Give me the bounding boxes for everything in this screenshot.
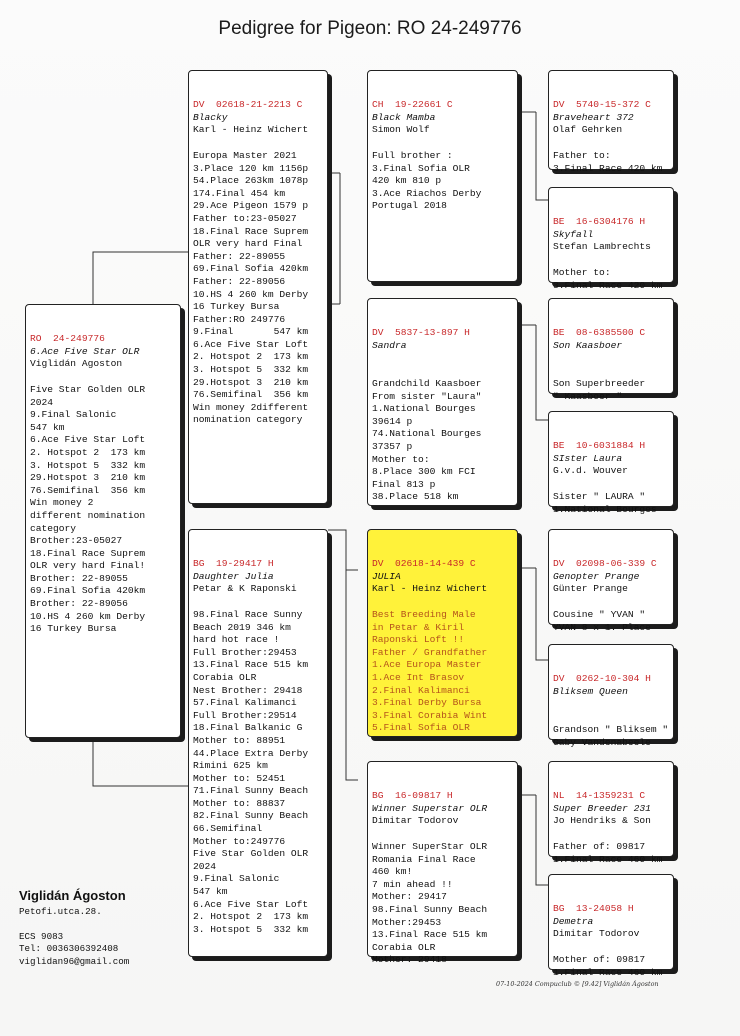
- pigeon-notes: Grandchild Kaasboer From sister "Laura" 1.National Bourges 39614 p 74.National Bourges 37357 p Mother to: 8.Place 300 km FCI Final 813 p 38.Place 518 km: [372, 377, 482, 503]
- ring-number: DV 02098-06-339 C: [553, 558, 657, 570]
- pigeon-name: Daughter Julia: [193, 570, 274, 582]
- owner-name: Viglidán Ágoston: [19, 888, 126, 903]
- pigeon-name: Black Mamba: [372, 111, 436, 123]
- pigeon-notes: Father to: 3.Final Race 420 km: [553, 149, 663, 174]
- pigeon-card-sire[interactable]: [188, 70, 328, 504]
- pigeon-card-subject[interactable]: [25, 304, 181, 738]
- pigeon-card-dd[interactable]: [367, 761, 518, 966]
- ring-number: BE 10-6031884 H: [553, 440, 646, 452]
- pigeon-owner: Stefan Lambrechts: [553, 241, 651, 253]
- pigeon-notes: 98.Final Race Sunny Beach 2019 346 km hard hot race ! Full Brother:29453 13.Final Race 515 km Corabia OLR Nest Brother: 29418 57.Final Kalimanci Full Brother:29514 18.Final Balkanic G Mother to: 88951 44.Place Extra Derby Rimini 625 km Mother to: 52451 71.Final Sunny Beach Mother to: 88837 82.Final Sunny Beach 66.Semifinal Mother to:249776 Five Star Golden OLR 2024 9.Final Salonic 547 km 6.Ace Five Star Loft 2. Hotspot 2 173 km 3. Hotspot 5 332 km: [193, 608, 309, 935]
- ring-number: DV 5740-15-372 C: [553, 99, 651, 111]
- connector-sire: [328, 170, 340, 304]
- pigeon-card-ssd[interactable]: [548, 187, 674, 291]
- connector-ss: [518, 112, 548, 200]
- owner-ecs: ECS 9083: [19, 930, 64, 942]
- pigeon-name: Bliksem Queen: [553, 685, 628, 697]
- pigeon-notes: Father of: 09817 1.Final Race 460 km: [553, 840, 663, 865]
- pigeon-owner: [553, 698, 669, 711]
- pigeon-card-sdd[interactable]: [548, 411, 674, 515]
- ring-number: RO 24-249776: [30, 333, 105, 345]
- ring-number: BE 08-6385500 C: [553, 327, 646, 339]
- footer-credit: 07-10-2024 Compuclub © [9.42] Viglidán Ágoston: [496, 980, 659, 988]
- ring-number: DV 5837-13-897 H: [372, 327, 470, 339]
- page-title: Pedigree for Pigeon: RO 24-249776: [218, 18, 522, 39]
- pigeon-notes: Son Superbreeder " Kaasboer ": [553, 377, 646, 402]
- pigeon-notes: Mother of: 09817 1.Final Race 460 km: [553, 953, 663, 978]
- pigeon-owner: Karl - Heinz Wichert: [193, 124, 309, 136]
- owner-email[interactable]: viglidan96@gmail.com: [19, 955, 130, 967]
- pigeon-owner: Simon Wolf: [372, 124, 430, 136]
- pigeon-notes: Cousine " YVAN " YVAN 8 x 1. Place: [553, 608, 651, 633]
- ring-number: BG 19-29417 H: [193, 558, 274, 570]
- pigeon-notes: Grandson " Bliksem " Gaby Vandenabeele: [553, 723, 669, 748]
- pigeon-card-sd[interactable]: [367, 298, 518, 506]
- pigeon-card-dss[interactable]: [548, 529, 674, 633]
- pigeon-card-ss[interactable]: [367, 70, 518, 282]
- pigeon-name: Sandra: [372, 339, 407, 351]
- pigeon-name: 6.Ace Five Star OLR: [30, 345, 140, 357]
- pigeon-name: Super Breeder 231: [553, 802, 651, 814]
- pigeon-name: Demetra: [553, 915, 594, 927]
- pigeon-card-ddd[interactable]: [548, 874, 674, 978]
- pigeon-notes: Europa Master 2021 3.Place 120 km 1156p 54.Place 263km 1078p 174.Final 454 km 29.Ace Pigeon 1579 p Father to:23-05027 18.Final Race Suprem OLR very hard Final Father: 22-89055 69.Final Sofia 420km Father: 22-89056 10.HS 4 260 km Derby 16 Turkey Bursa Father:RO 249776 9.Final 547 km 6.Ace Five Star Loft 2. Hotspot 2 173 km 3. Hotspot 5 332 km 29.Hotspot 3 210 km 76.Semifinal 356 km Win money 2different nomination category: [193, 149, 309, 426]
- connector-ds: [518, 568, 548, 660]
- pigeon-name: Winner Superstar OLR: [372, 802, 488, 814]
- owner-phone: Tel: 0036306392408: [19, 943, 119, 955]
- pigeon-name: Son Kaasboer: [553, 339, 623, 351]
- ring-number: DV 0262-10-304 H: [553, 673, 651, 685]
- pigeon-owner: G.v.d. Wouver: [553, 465, 628, 477]
- ring-number: NL 14-1359231 C: [553, 790, 646, 802]
- ring-number: BE 16-6304176 H: [553, 216, 646, 228]
- pigeon-card-dsd[interactable]: [548, 644, 674, 748]
- pigeon-card-dam[interactable]: [188, 529, 328, 957]
- pigeon-owner: [372, 352, 513, 365]
- pigeon-notes: Best Breeding Male in Petar & Kiril Raponski Loft !! Father / Grandfather 1.Ace Europa Master 1.Ace Int Brasov 2.Final Kalimanci 3.Final Derby Bursa 3.Final Corabia Wint 5.Final Sofia OLR: [372, 608, 488, 734]
- connector-dam: [328, 530, 358, 780]
- pigeon-owner: Petar & K Raponski: [193, 583, 297, 595]
- pigeon-notes: Winner SuperStar OLR Romania Final Race 460 km! 7 min ahead !! Mother: 29417 98.Final Sunny Beach Mother:29453 13.Final Race 515 km Corabia OLR Mother: 29418: [372, 840, 488, 966]
- pigeon-card-dds[interactable]: [548, 761, 674, 865]
- pigeon-owner: Günter Prange: [553, 583, 628, 595]
- pigeon-card-ds[interactable]: [367, 529, 518, 737]
- pigeon-name: JULIA: [372, 570, 401, 582]
- pigeon-name: Genopter Prange: [553, 570, 640, 582]
- pigeon-name: SIster Laura: [553, 452, 623, 464]
- pigeon-owner: Dimitar Todorov: [372, 815, 459, 827]
- pigeon-owner: Jo Hendriks & Son: [553, 815, 651, 827]
- owner-contact-block: [19, 890, 129, 968]
- pigeon-name: Blacky: [193, 111, 228, 123]
- pigeon-notes: Full brother : 3.Final Sofia OLR 420 km 810 p 3.Ace Riachos Derby Portugal 2018: [372, 149, 482, 212]
- ring-number: BG 13-24058 H: [553, 903, 634, 915]
- pigeon-owner: Dimitar Todorov: [553, 928, 640, 940]
- ring-number: DV 02618-21-2213 C: [193, 99, 303, 111]
- pigeon-name: Skyfall: [553, 228, 594, 240]
- pigeon-notes: Five Star Golden OLR 2024 9.Final Salonic 547 km 6.Ace Five Star Loft 2. Hotspot 2 173 km 3. Hotspot 5 332 km 29.Hotspot 3 210 km 76.Semifinal 356 km Win money 2 different nomination category Brother:23-05027 18.Final Race Suprem OLR very hard Final! Brother: 22-89055 69.Final Sofia 420km Brother: 22-89056 10.HS 4 260 km Derby 16 Turkey Bursa: [30, 383, 146, 635]
- pigeon-owner: Viglidán Agoston: [30, 358, 123, 370]
- pigeon-card-sss[interactable]: [548, 70, 674, 174]
- pigeon-card-sds[interactable]: [548, 298, 674, 402]
- ring-number: CH 19-22661 C: [372, 99, 453, 111]
- pigeon-owner: [553, 352, 669, 365]
- connector-dd: [518, 795, 548, 885]
- pigeon-notes: Mother to: 3.Final Race 420 km: [553, 266, 663, 291]
- pigeon-owner: Karl - Heinz Wichert: [372, 583, 488, 595]
- connector-sd: [518, 325, 548, 420]
- owner-street: Petofi.utca.28.: [19, 906, 102, 918]
- pigeon-owner: Olaf Gehrken: [553, 124, 623, 136]
- pigeon-notes: Sister " LAURA " 1.National Bourges: [553, 490, 657, 515]
- pigeon-name: Braveheart 372: [553, 111, 634, 123]
- ring-number: DV 02618-14-439 C: [372, 558, 476, 570]
- ring-number: BG 16-09817 H: [372, 790, 453, 802]
